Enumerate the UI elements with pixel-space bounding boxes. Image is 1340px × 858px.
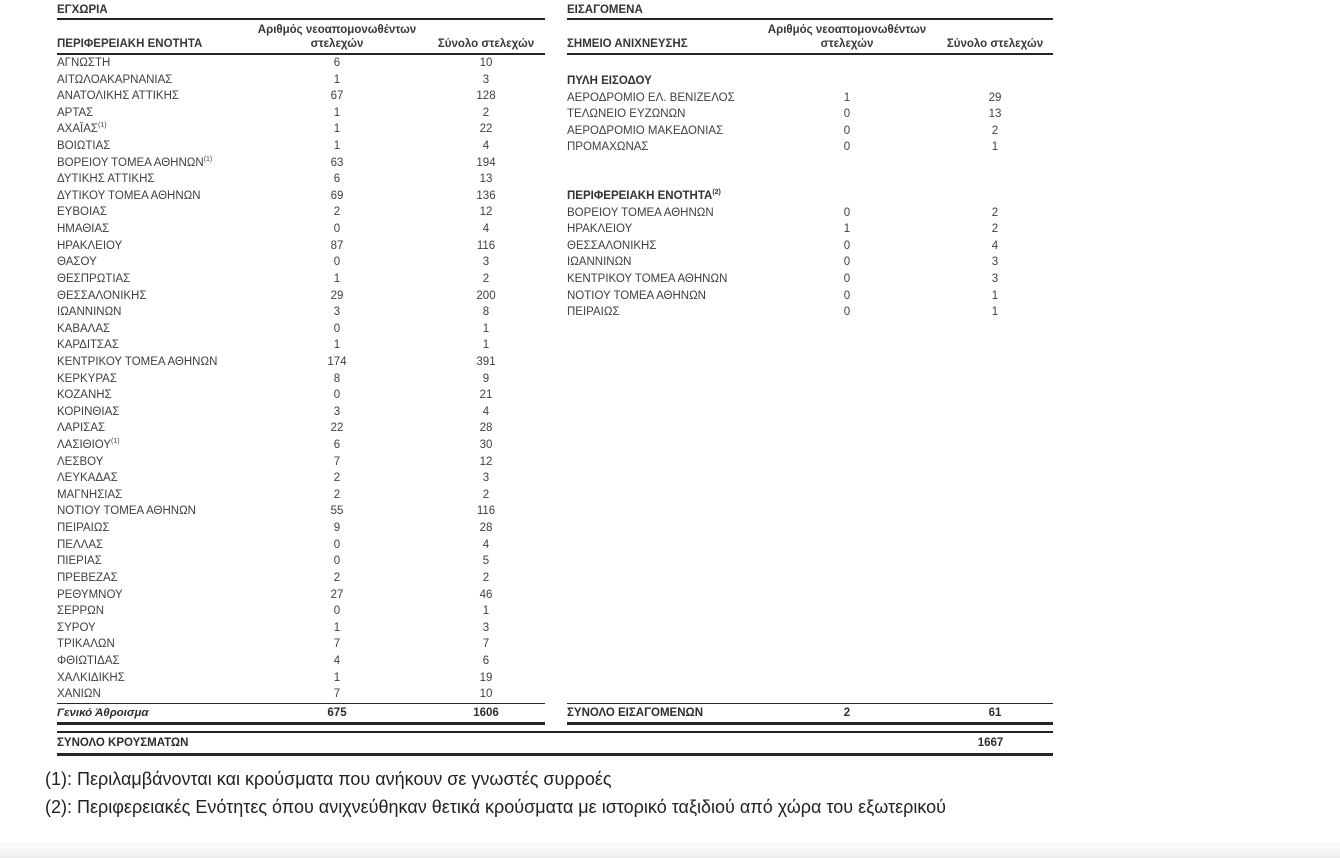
footnote-1: (1): Περιλαμβάνονται και κρούσματα που ανήκουν σε γνωστές συρροές (45, 769, 612, 789)
table-row (57, 537, 545, 554)
region-name: ΜΑΓΝΗΣΙΑΣ (57, 488, 123, 501)
region-name: ΙΩΑΝΝΙΝΩΝ (57, 306, 122, 319)
total-strains-value: 2 (482, 272, 490, 285)
region-name: ΡΕΘΥΜΝΟΥ (57, 588, 123, 601)
region-name: ΗΡΑΚΛΕΙΟΥ (57, 239, 123, 252)
region-name: ΣΕΡΡΩΝ (57, 605, 105, 618)
new-strains-value: 0 (333, 538, 341, 551)
total-strains-value: 1 (482, 339, 490, 352)
total-strains-value: 7 (482, 638, 490, 651)
total-strains-value: 116 (476, 505, 496, 518)
domestic-table-title: ΕΓΧΩΡΙΑ (57, 3, 545, 20)
domestic-total-row (57, 703, 545, 725)
table-row (57, 155, 545, 172)
new-strains-value: 0 (333, 389, 341, 402)
table-row (57, 487, 545, 504)
region-name: ΘΑΣΟΥ (57, 256, 97, 269)
table-row (57, 387, 545, 404)
new-strains-value: 1 (333, 339, 341, 352)
total-strains-value: 3 (482, 472, 490, 485)
detection-point-name: ΗΡΑΚΛΕΙΟΥ (567, 223, 633, 236)
table-row (57, 354, 545, 371)
new-strains-value: 174 (327, 355, 347, 368)
total-strains-value: 8 (482, 306, 490, 319)
total-strains-value: 6 (482, 654, 490, 667)
total-strains-value: 4 (482, 140, 490, 153)
section-title-entry-gate: ΠΥΛΗ ΕΙΣΟΔΟΥ (567, 75, 652, 87)
table-row (57, 420, 545, 437)
new-strains-value: 0 (843, 306, 851, 319)
table-row (567, 123, 1053, 140)
table-row (57, 470, 545, 487)
region-name: ΧΑΝΙΩΝ (57, 688, 101, 701)
new-strains-value: 3 (333, 405, 341, 418)
total-strains-value: 5 (482, 555, 490, 568)
total-strains-value: 22 (479, 123, 493, 136)
table-row (57, 121, 545, 138)
footnote-2: (2): Περιφερειακές Ενότητες όπου ανιχνεύθηκαν θετικά κρούσματα με ιστορικό ταξιδιού από χώρα του εξωτερικού (45, 796, 947, 817)
region-name: ΑΙΤΩΛΟΑΚΑΡΝΑΝΙΑΣ (57, 73, 173, 86)
imported-total-new: 2 (843, 706, 851, 719)
region-name: ΛΕΣΒΟΥ (57, 455, 104, 468)
table-row (57, 653, 545, 670)
table-row (57, 603, 545, 620)
total-strains-value: 200 (476, 289, 496, 302)
region-name: ΑΡΤΑΣ (57, 106, 94, 119)
column-header-region: ΠΕΡΙΦΕΡΕΙΑΚΗ ΕΝΟΤΗΤΑ (57, 38, 203, 50)
total-strains-value: 3 (991, 256, 999, 269)
table-row (57, 503, 545, 520)
table-row (57, 454, 545, 471)
total-strains-value: 1 (991, 289, 999, 302)
total-strains-value: 30 (479, 439, 493, 452)
total-strains-value: 194 (476, 156, 496, 169)
detection-point-name: ΘΕΣΣΑΛΟΝΙΚΗΣ (567, 239, 657, 252)
table-row (57, 570, 545, 587)
total-strains-value: 2 (482, 488, 490, 501)
detection-point-name: ΑΕΡΟΔΡΟΜΙΟ ΕΛ. ΒΕΝΙΖΕΛΟΣ (567, 91, 735, 104)
total-strains-value: 13 (479, 173, 493, 186)
total-strains-value: 3 (482, 73, 490, 86)
footnote-ref: (1) (111, 438, 120, 446)
table-row (57, 620, 545, 637)
new-strains-value: 0 (843, 141, 851, 154)
domestic-table-header (57, 20, 545, 55)
region-name: ΛΑΡΙΣΑΣ (57, 422, 106, 435)
total-strains-value: 2 (482, 571, 490, 584)
new-strains-value: 0 (843, 239, 851, 252)
detection-point-name: ΝΟΤΙΟΥ ΤΟΜΕΑ ΑΘΗΝΩΝ (567, 289, 706, 302)
new-strains-value: 22 (330, 422, 344, 435)
new-strains-value: 55 (330, 505, 344, 518)
new-strains-value: 0 (333, 555, 341, 568)
new-strains-value: 1 (333, 140, 341, 153)
detection-point-name: ΒΟΡΕΙΟΥ ΤΟΜΕΑ ΑΘΗΝΩΝ (567, 206, 714, 219)
table-row (57, 138, 545, 155)
imported-table-title: ΕΙΣΑΓΟΜΕΝΑ (567, 3, 1053, 20)
column-header-new-strains-line1: Αριθμός νεοαπομονωθέντων (257, 24, 417, 36)
region-name: ΣΥΡΟΥ (57, 621, 96, 634)
table-row (57, 105, 545, 122)
region-name: ΗΜΑΘΙΑΣ (57, 223, 110, 236)
region-name: ΚΑΡΔΙΤΣΑΣ (57, 339, 119, 352)
grand-total-label: ΣΥΝΟΛΟ ΚΡΟΥΣΜΑΤΩΝ (57, 737, 189, 749)
column-header-new-strains-line1: Αριθμός νεοαπομονωθέντων (767, 24, 927, 36)
new-strains-value: 2 (333, 488, 341, 501)
total-strains-value: 128 (476, 90, 496, 103)
new-strains-value: 0 (843, 206, 851, 219)
detection-point-name: ΠΡΟΜΑΧΩΝΑΣ (567, 141, 649, 154)
column-header-new-strains-line2: στελεχών (820, 38, 874, 50)
new-strains-value: 29 (330, 289, 344, 302)
total-strains-value: 4 (482, 223, 490, 236)
new-strains-value: 0 (843, 256, 851, 269)
table-row (567, 254, 1053, 271)
table-row (567, 205, 1053, 222)
new-strains-value: 27 (330, 588, 344, 601)
region-name: ΠΕΛΛΑΣ (57, 538, 104, 551)
new-strains-value: 0 (843, 108, 851, 121)
total-strains-value: 1 (482, 605, 490, 618)
new-strains-value: 6 (333, 439, 341, 452)
new-strains-value: 0 (843, 289, 851, 302)
table-row (57, 72, 545, 89)
new-strains-value: 6 (333, 57, 341, 69)
footnote-ref: (1) (98, 122, 107, 130)
region-name: ΚΑΒΑΛΑΣ (57, 322, 111, 335)
table-row (57, 686, 545, 703)
region-name: ΘΕΣΠΡΩΤΙΑΣ (57, 272, 131, 285)
footnotes (45, 766, 946, 821)
total-strains-value: 3 (482, 256, 490, 269)
region-name: ΛΕΥΚΑΔΑΣ (57, 472, 118, 485)
total-strains-value: 28 (479, 522, 493, 535)
grand-total-row (57, 731, 1053, 756)
new-strains-value: 63 (330, 156, 344, 169)
total-strains-value: 2 (991, 223, 999, 236)
new-strains-value: 4 (333, 654, 341, 667)
total-strains-value: 1 (482, 322, 490, 335)
total-strains-value: 1 (991, 141, 999, 154)
new-strains-value: 3 (333, 306, 341, 319)
table-row (57, 636, 545, 653)
total-strains-value: 21 (479, 389, 493, 402)
table-row (57, 337, 545, 354)
new-strains-value: 8 (333, 372, 341, 385)
total-strains-value: 116 (476, 239, 496, 252)
table-row (57, 520, 545, 537)
imported-table-header (567, 20, 1053, 55)
imported-total-row (567, 703, 1053, 725)
region-name: ΔΥΤΙΚΟΥ ΤΟΜΕΑ ΑΘΗΝΩΝ (57, 189, 201, 202)
total-strains-value: 4 (482, 405, 490, 418)
detection-point-name: ΠΕΙΡΑΙΩΣ (567, 306, 620, 319)
detection-point-name: ΑΕΡΟΔΡΟΜΙΟ ΜΑΚΕΔΟΝΙΑΣ (567, 124, 724, 137)
domestic-total-total: 1606 (473, 706, 499, 719)
total-strains-value: 4 (991, 239, 999, 252)
new-strains-value: 2 (333, 571, 341, 584)
region-name: ΝΟΤΙΟΥ ΤΟΜΕΑ ΑΘΗΝΩΝ (57, 505, 196, 518)
imported-total-label: ΣΥΝΟΛΟ ΕΙΣΑΓΟΜΕΝΩΝ (567, 706, 704, 719)
new-strains-value: 1 (333, 621, 341, 634)
column-header-total-strains: Σύνολο στελεχών (946, 38, 1044, 50)
table-row (57, 437, 545, 454)
new-strains-value: 87 (330, 239, 344, 252)
table-row (567, 288, 1053, 305)
table-row (57, 238, 545, 255)
new-strains-value: 0 (333, 322, 341, 335)
region-name: ΧΑΛΚΙΔΙΚΗΣ (57, 671, 125, 684)
table-row (57, 171, 545, 188)
imported-total-total: 61 (988, 706, 1002, 719)
table-row (57, 288, 545, 305)
new-strains-value: 69 (330, 189, 344, 202)
table-row (57, 55, 545, 72)
region-name: ΘΕΣΣΑΛΟΝΙΚΗΣ (57, 289, 147, 302)
new-strains-value: 9 (333, 522, 341, 535)
table-row (567, 238, 1053, 255)
total-strains-value: 28 (479, 422, 493, 435)
total-strains-value: 12 (479, 206, 493, 219)
total-strains-value: 3 (991, 273, 999, 286)
table-row (57, 371, 545, 388)
table-row (567, 90, 1053, 107)
table-row (57, 88, 545, 105)
total-strains-value: 1 (991, 306, 999, 319)
table-row (57, 221, 545, 238)
region-name: ΑΓΝΩΣΤΗ (57, 57, 111, 69)
table-row (57, 254, 545, 271)
column-header-detection-point: ΣΗΜΕΙΟ ΑΝΙΧΝΕΥΣΗΣ (567, 38, 688, 50)
bottom-strip (0, 843, 1340, 858)
table-row (57, 587, 545, 604)
new-strains-value: 2 (333, 206, 341, 219)
new-strains-value: 1 (333, 73, 341, 86)
section-title-regional-unit: ΠΕΡΙΦΕΡΕΙΑΚΗ ΕΝΟΤΗΤΑ$^{(2)}$ (567, 189, 721, 203)
entry-gate-rows (567, 90, 1053, 156)
region-name: ΦΘΙΩΤΙΔΑΣ (57, 654, 120, 667)
column-header-total-strains: Σύνολο στελεχών (437, 38, 535, 50)
footnote-ref: (2) (712, 189, 721, 197)
domestic-rows (57, 55, 545, 703)
region-name: ΕΥΒΟΙΑΣ (57, 206, 107, 219)
footnote-ref: (1) (203, 155, 213, 163)
domestic-total-new: 675 (327, 706, 347, 719)
table-row (57, 271, 545, 288)
new-strains-value: 1 (333, 272, 341, 285)
new-strains-value: 0 (333, 256, 341, 269)
table-row (57, 204, 545, 221)
new-strains-value: 7 (333, 638, 341, 651)
total-strains-value: 136 (476, 189, 496, 202)
region-name: ΑΧΑΪΑΣ (57, 123, 98, 136)
total-strains-value: 29 (988, 91, 1002, 104)
region-name: ΠΕΙΡΑΙΩΣ (57, 522, 110, 535)
table-row (57, 553, 545, 570)
new-strains-value: 1 (333, 123, 341, 136)
total-strains-value: 3 (482, 621, 490, 634)
grand-total-value: 1667 (977, 737, 1004, 749)
table-row (567, 221, 1053, 238)
region-name: ΚΕΝΤΡΙΚΟΥ ΤΟΜΕΑ ΑΘΗΝΩΝ (57, 355, 218, 368)
domestic-table (57, 3, 545, 725)
table-row (567, 139, 1053, 156)
new-strains-value: 7 (333, 688, 341, 701)
table-row (57, 304, 545, 321)
region-name: ΚΟΖΑΝΗΣ (57, 389, 112, 402)
new-strains-value: 0 (843, 124, 851, 137)
region-name: ΒΟΡΕΙΟΥ ΤΟΜΕΑ ΑΘΗΝΩΝ (57, 156, 204, 169)
new-strains-value: 1 (843, 91, 851, 104)
table-row (57, 321, 545, 338)
table-row (567, 304, 1053, 321)
region-name: ΠΙΕΡΙΑΣ (57, 555, 102, 568)
total-strains-value: 10 (479, 57, 493, 69)
total-strains-value: 9 (482, 372, 490, 385)
total-strains-value: 12 (479, 455, 493, 468)
region-name: ΑΝΑΤΟΛΙΚΗΣ ΑΤΤΙΚΗΣ (57, 90, 180, 103)
region-name: ΤΡΙΚΑΛΩΝ (57, 638, 115, 651)
total-strains-value: 10 (479, 688, 493, 701)
region-name: ΠΡΕΒΕΖΑΣ (57, 571, 118, 584)
new-strains-value: 0 (843, 273, 851, 286)
new-strains-value: 1 (843, 223, 851, 236)
total-strains-value: 391 (476, 355, 496, 368)
table-row (57, 404, 545, 421)
total-strains-value: 46 (479, 588, 493, 601)
new-strains-value: 6 (333, 173, 341, 186)
detection-point-name: ΙΩΑΝΝΙΝΩΝ (567, 256, 632, 269)
column-header-new-strains-line2: στελεχών (310, 38, 364, 50)
table-row (57, 670, 545, 687)
new-strains-value: 67 (330, 90, 344, 103)
region-name: ΛΑΣΙΘΙΟΥ (57, 439, 112, 452)
new-strains-value: 1 (333, 671, 341, 684)
new-strains-value: 0 (333, 605, 341, 618)
new-strains-value: 2 (333, 472, 341, 485)
total-strains-value: 2 (482, 106, 490, 119)
region-name: ΚΕΡΚΥΡΑΣ (57, 372, 117, 385)
imported-table (567, 3, 1053, 725)
regional-unit-rows (567, 205, 1053, 321)
total-strains-value: 13 (988, 108, 1002, 121)
total-strains-value: 19 (479, 671, 493, 684)
detection-point-name: ΚΕΝΤΡΙΚΟΥ ΤΟΜΕΑ ΑΘΗΝΩΝ (567, 273, 728, 286)
region-name: ΔΥΤΙΚΗΣ ΑΤΤΙΚΗΣ (57, 173, 155, 186)
table-row (567, 106, 1053, 123)
domestic-total-label: Γενικό Άθροισμα (57, 706, 149, 719)
region-name: ΒΟΙΩΤΙΑΣ (57, 140, 111, 153)
table-row (567, 271, 1053, 288)
region-name: ΚΟΡΙΝΘΙΑΣ (57, 405, 120, 418)
new-strains-value: 0 (333, 223, 341, 236)
new-strains-value: 7 (333, 455, 341, 468)
detection-point-name: ΤΕΛΩΝΕΙΟ ΕΥΖΩΝΩΝ (567, 108, 686, 121)
total-strains-value: 4 (482, 538, 490, 551)
table-row (57, 188, 545, 205)
new-strains-value: 1 (333, 106, 341, 119)
total-strains-value: 2 (991, 206, 999, 219)
total-strains-value: 2 (991, 124, 999, 137)
